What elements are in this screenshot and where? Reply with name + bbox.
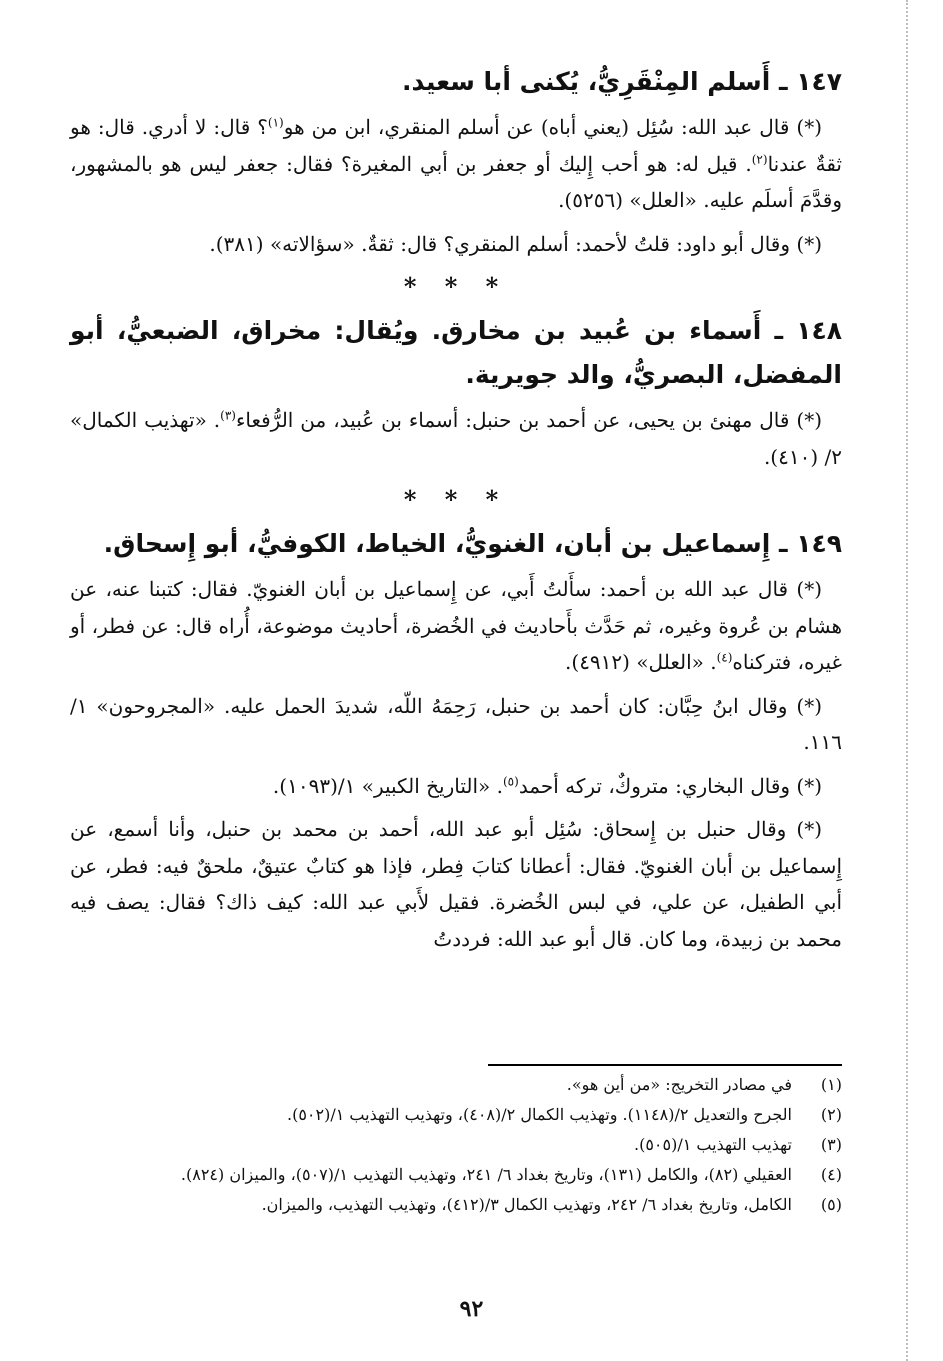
footnote — [70, 1190, 842, 1220]
footnote-number: (٤) — [820, 1165, 842, 1184]
entry-paragraph: (*) قال عبد الله بن أحمد: سأَلتُ أَبي، عن إِسماعيل بن أبان الغنويّ. فقال: كتبنا عنه، عن هشام بن عُروة وغيره، ثم حَدَّث بأَحاديث في الخُضرة، أحاديث موضوعة، أُراه قال: عن فطر، أو غيره، فتركناه$^{(٤)}$. «العلل» (٤٩١٢). — [70, 577, 842, 674]
entry-paragraph: (*) وقال البخاري: متروكٌ، تركه أحمد$^{(٥)}$. «التاريخ الكبير» ١/(١٠٩٣). — [272, 773, 822, 798]
footnote-number: (٢) — [820, 1105, 842, 1124]
entry-paragraph: (*) وقال ابنُ حِبَّان: كان أحمد بن حنبل، رَحِمَهُ اللّه، شديدَ الحمل عليه. «المجروحون» ١/ ١١٦. — [70, 693, 842, 754]
entry-heading: ١٤٨ ـ أَسماء بن عُبيد بن مخارق. ويُقال: مخراق، الضبعيُّ، أبو المفضل، البصريُّ، والد جويرية. — [70, 316, 842, 389]
page-number: ٩٢ — [459, 1296, 484, 1322]
section-separator: * * * — [403, 272, 509, 301]
footnote-text: تهذيب التهذيب ١/(٥٠٥). — [634, 1135, 792, 1154]
footnote-number: (٥) — [820, 1195, 842, 1214]
footnote-text: العقيلي (٨٢)، والكامل (١٣١)، وتاريخ بغداد ٦/ ٢٤١، وتهذيب التهذيب ١/(٥٠٧)، والميزان (٨٢٤). — [180, 1165, 792, 1184]
entry-heading: ١٤٩ ـ إِسماعيل بن أبان، الغنويُّ، الخياط، الكوفيُّ، أبو إِسحاق. — [103, 529, 842, 558]
entry-paragraph: (*) قال مهنئ بن يحيى، عن أحمد بن حنبل: أسماء بن عُبيد، من الرُّفعاء$^{(٣)}$. «تهذيب الكمال» ٢/ (٤١٠). — [70, 408, 842, 469]
entry-heading: ١٤٧ ـ أَسلم المِنْقَرِيُّ، يُكنى أبا سعيد. — [402, 67, 842, 96]
footnote-number: (٣) — [820, 1135, 842, 1154]
footnotes — [70, 1070, 842, 1220]
footnote — [70, 1070, 842, 1100]
footnote — [70, 1160, 842, 1190]
footnote-ref: (٥) — [502, 773, 519, 788]
entry-148 — [70, 309, 842, 475]
footnote-ref: (٣) — [220, 408, 236, 423]
footnote — [70, 1100, 842, 1130]
footnote-text: في مصادر التخريج: «من أين هو». — [566, 1075, 792, 1094]
page-edge-dots — [906, 0, 908, 1361]
entry-147 — [70, 60, 842, 262]
footnote-ref: (١) — [267, 115, 284, 130]
entry-paragraph: (*) وقال أبو داود: قلتُ لأحمد: أسلم المنقري؟ قال: ثقةٌ. «سؤالاته» (٣٨١). — [209, 231, 822, 256]
footnote-ref: (٢) — [751, 151, 768, 166]
entry-paragraph: (*) قال عبد الله: سُئِل (يعني أباه) عن أسلم المنقري، ابن من هو$^{(١)}$؟ قال: لا أدري. قال: هو ثقةٌ عندنا$^{(٢)}$. قيل له: هو أحب إِليك أو جعفر بن أبي المغيرة؟ فقال: جعفر ليس هو بالمشهور، وقدَّمَ أسلَم عليه. «العلل» (٥٢٥٦). — [70, 115, 843, 212]
footnote-number: (١) — [820, 1075, 842, 1094]
footnote-ref: (٤) — [716, 650, 733, 665]
entry-paragraph: (*) وقال حنبل بن إِسحاق: سُئِل أبو عبد الله، أحمد بن محمد بن حنبل، وأنا أسمع، عن إِسماعيل بن أبان الغنويّ. فقال: أعطانا كتابَ فِطر، فإذا هو كتابٌ عتيقٌ، ملحقٌ فيه: فطر، عن أبي الطفيل، عن علي، في لبس الخُضرة. فقيل لأَبي عبد الله: كيف ذاك؟ فقال: يصف فيه محمد بن زبيدة، وما كان. قال أبو عبد الله: فرددتُ — [70, 817, 842, 951]
footnote-divider — [488, 1064, 842, 1066]
main-text — [70, 60, 842, 964]
section-separator: * * * — [403, 485, 509, 514]
footnote — [70, 1130, 842, 1160]
footnote-text: الجرح والتعديل ٢/(١١٤٨). وتهذيب الكمال ٢/(٤٠٨)، وتهذيب التهذيب ١/(٥٠٢). — [287, 1105, 792, 1124]
entry-149 — [70, 522, 842, 957]
footnote-text: الكامل، وتاريخ بغداد ٦/ ٢٤٢، وتهذيب الكمال ٣/(٤١٢)، وتهذيب التهذيب، والميزان. — [261, 1195, 792, 1214]
